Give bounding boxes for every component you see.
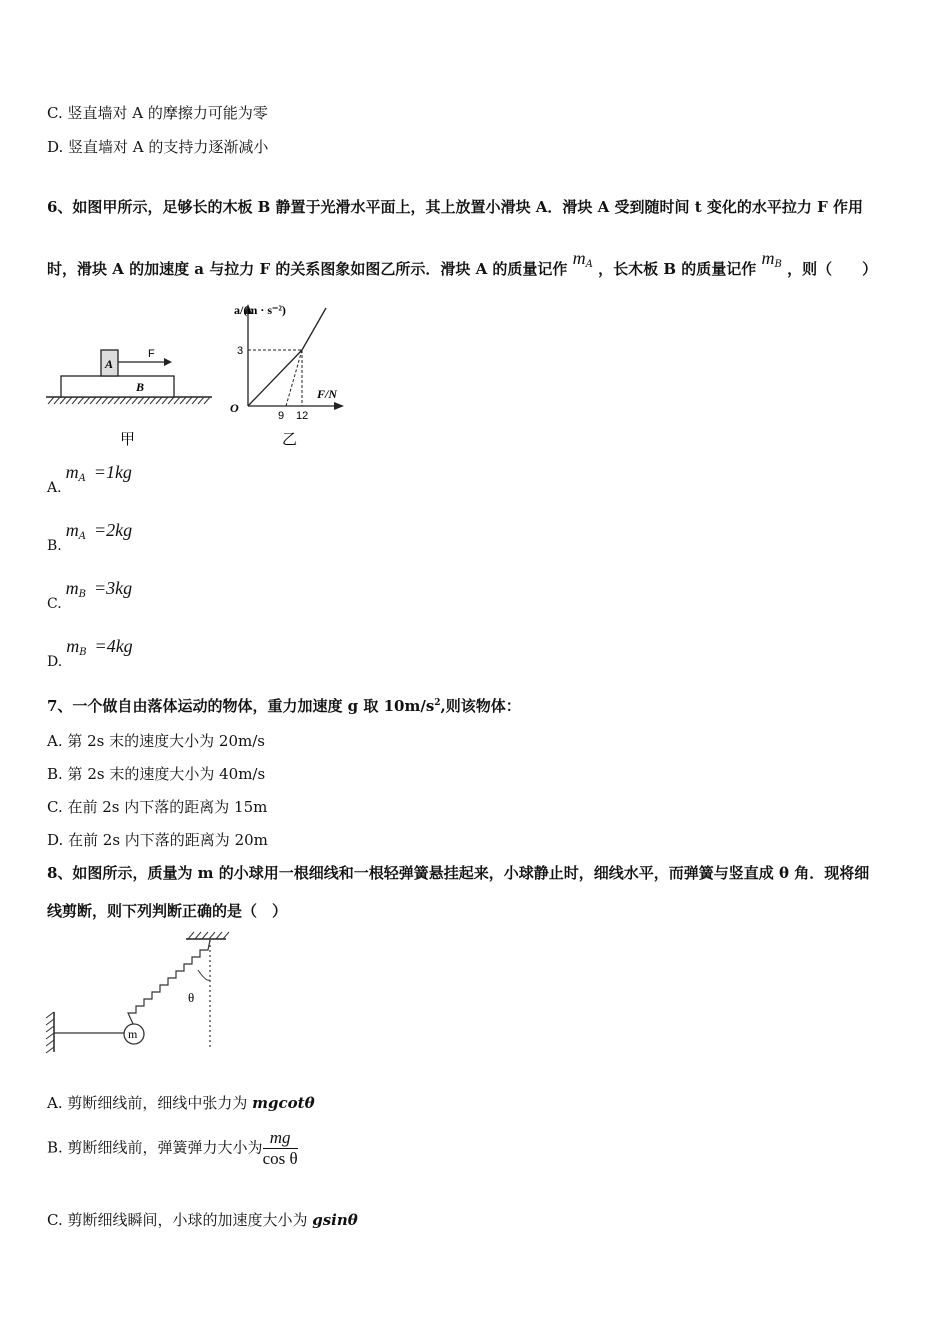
q6-figure-jia <box>44 340 216 450</box>
q6-option-value: =2kg <box>93 520 133 540</box>
q7-option-d: D. 在前 2s 内下落的距离为 20m <box>47 831 268 849</box>
q6-option-mass-symbol: m <box>65 462 79 482</box>
q8-option-b <box>47 1128 298 1169</box>
q6-stem-line2-b: ，长木板 B 的质量记作 <box>598 260 757 278</box>
q6-option-mass-subscript: A <box>78 473 86 484</box>
q7-option-a: A. 第 2s 末的速度大小为 20m/s <box>47 732 265 750</box>
q8-stem-line1: 8、如图所示，质量为 m 的小球用一根细线和一根轻弹簧悬挂起来，小球静止时，细线水平，而弹簧与竖直成 θ 角．现将细 <box>47 864 870 882</box>
q7-stem <box>47 695 521 716</box>
q6-option-value: =3kg <box>94 578 133 598</box>
q6-option <box>47 578 133 612</box>
force-arrowhead <box>164 358 172 366</box>
q7-stem-tail: ,则该物体： <box>440 697 521 715</box>
angle-arc <box>198 970 210 980</box>
q8-option-b-text: B. 剪断细线前，弹簧弹力大小为 <box>47 1138 263 1157</box>
q8-option-a <box>47 1092 315 1113</box>
q6-option-mass-subscript: B <box>78 589 87 600</box>
q6-figure-yi <box>224 298 354 450</box>
q6-option-value: =1kg <box>93 462 132 482</box>
q7-stem-text: 7、一个做自由落体运动的物体，重力加速度 g 取 10m/s <box>47 697 435 715</box>
q7-option-b: B. 第 2s 末的速度大小为 40m/s <box>47 765 266 783</box>
q6-option <box>47 520 133 554</box>
q8-option-a-text: A. 剪断细线前，细线中张力为 <box>47 1094 253 1112</box>
angle-label: θ <box>188 990 195 1005</box>
fraction-numerator: mg <box>263 1128 298 1149</box>
q8-option-c <box>47 1209 358 1230</box>
q6-stem-line2-c: ，则（ ） <box>787 260 878 278</box>
q6-option-mass-symbol: m <box>65 578 79 598</box>
q8-option-b-fraction <box>263 1128 298 1169</box>
q8-stem-line2: 线剪断，则下列判断正确的是（ ） <box>47 902 288 920</box>
x-axis-label: F/N <box>317 387 338 401</box>
line-segment-1 <box>248 350 302 406</box>
q6-mass-a-symbol: $m_A$ <box>572 248 593 270</box>
q6-option-letter: C. <box>47 596 62 612</box>
ceiling <box>186 932 229 939</box>
q5-option-c: C. 竖直墙对 A 的摩擦力可能为零 <box>47 104 268 122</box>
q8-option-a-formula: mgcotθ <box>252 1094 315 1112</box>
x-axis-arrow <box>334 402 344 410</box>
q6-stem-line1: 6、如图甲所示，足够长的木板 B 静置于光滑水平面上，其上放置小滑块 A．滑块 A 受到随时间 t 变化的水平拉力 F 作用 <box>47 198 863 216</box>
q6-stem-line2-a: 时，滑块 A 的加速度 a 与拉力 F 的关系图象如图乙所示．滑块 A 的质量记作 <box>47 260 568 278</box>
q6-option-mass-subscript: A <box>78 531 86 542</box>
board-b <box>61 376 174 397</box>
q6-option-letter: A. <box>47 480 62 496</box>
tick-x-9: 9 <box>278 410 285 422</box>
wall-left <box>46 1012 54 1053</box>
q6-option-letter: D. <box>47 654 63 670</box>
spring <box>128 940 210 1026</box>
q8-option-c-formula: gsinθ <box>312 1211 358 1229</box>
q8-option-c-text: C. 剪断细线瞬间，小球的加速度大小为 <box>47 1211 313 1229</box>
line-segment-2 <box>302 308 326 350</box>
y-axis-label: a/(m · s⁻²) <box>234 303 286 317</box>
label-a: A <box>105 357 114 371</box>
q5-option-d: D. 竖直墙对 A 的支持力逐渐减小 <box>47 138 269 156</box>
q8-figure-spring <box>40 930 240 1055</box>
tick-x-12: 12 <box>296 410 309 422</box>
q6-option <box>47 462 132 496</box>
q6-option-letter: B. <box>47 538 62 554</box>
q7-stem-superscript: 2 <box>434 698 441 708</box>
label-f: F <box>148 348 155 360</box>
fraction-denominator: cos θ <box>262 1149 298 1168</box>
q6-option-mass-symbol: m <box>66 636 80 656</box>
q6-option-mass-subscript: B <box>79 647 87 658</box>
q6-option <box>47 636 133 670</box>
q6-option-value: =4kg <box>94 636 133 656</box>
origin-label: O <box>230 401 239 415</box>
q7-option-c: C. 在前 2s 内下落的距离为 15m <box>47 798 268 816</box>
caption-yi: 乙 <box>282 430 298 448</box>
q6-option-mass-symbol: m <box>65 520 79 540</box>
ball-label: m <box>128 1027 138 1041</box>
tick-y-3: 3 <box>237 345 244 357</box>
ground-hatching <box>46 397 212 404</box>
label-b: B <box>136 380 145 394</box>
q6-mass-b-symbol: $m_B$ <box>761 248 782 270</box>
caption-jia: 甲 <box>120 430 136 448</box>
q6-stem-line2 <box>47 248 878 280</box>
